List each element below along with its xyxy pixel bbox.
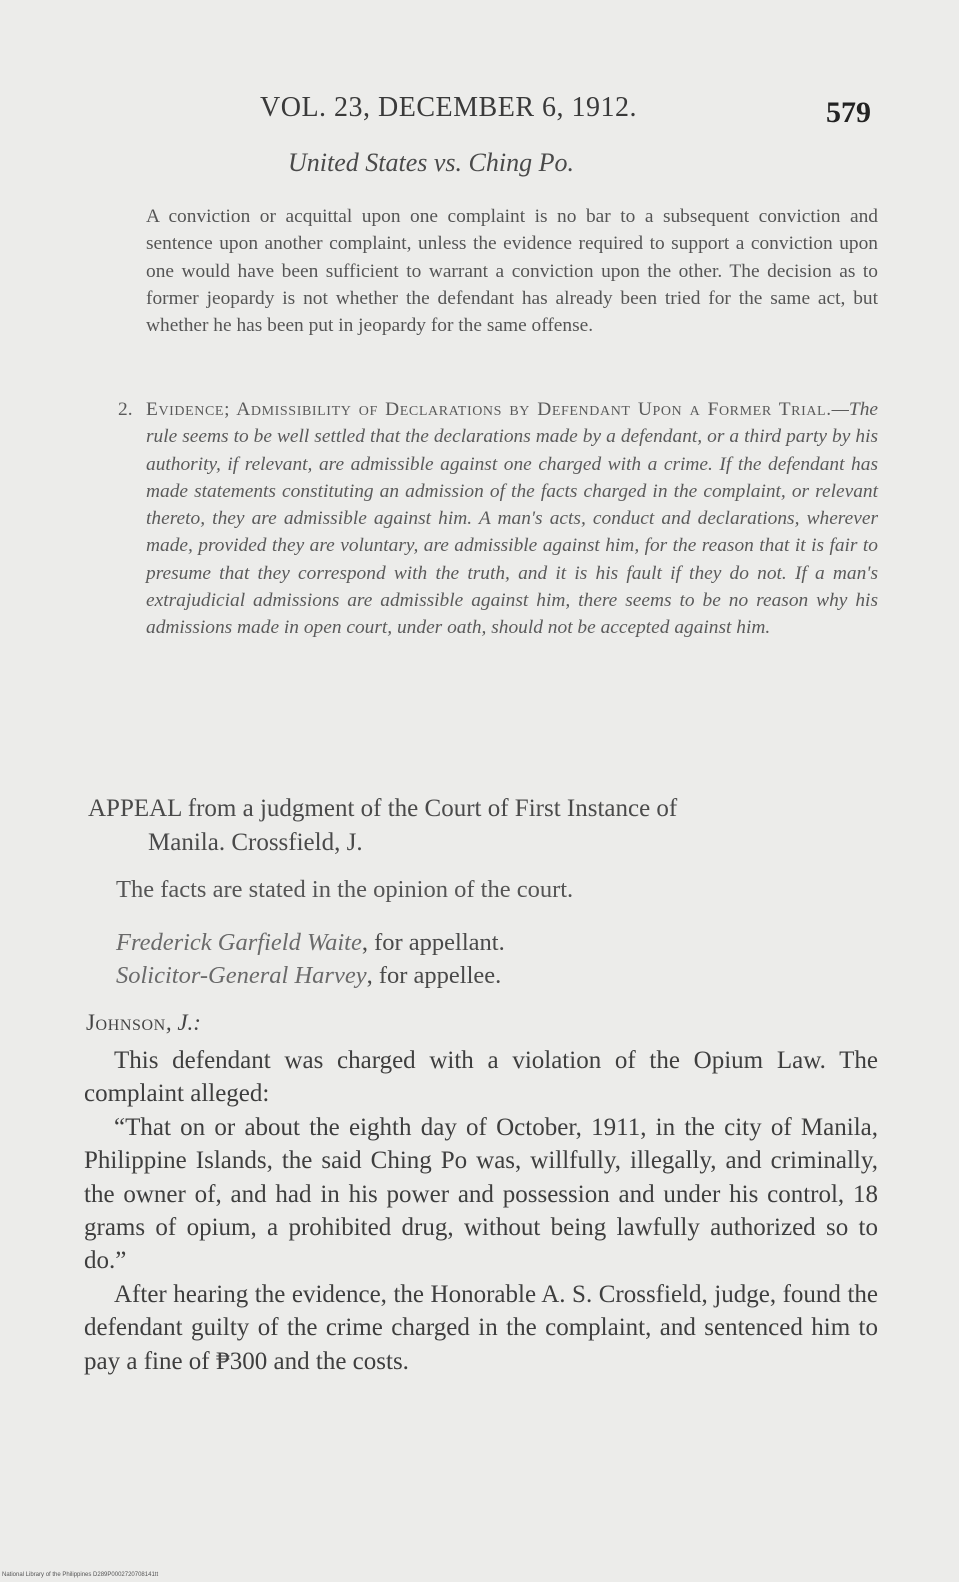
opinion-body [84, 1044, 878, 1378]
opinion-paragraph-2: “That on or about the eighth day of October, 1911, in the city of Manila, Philippine Islands, the said Ching Po was, willfully, illegally, and criminally, the owner of, and had in his power and possession and under his control, 18 grams of opium, a prohibited drug, without being lawfully authorized so to do.” [84, 1113, 878, 1275]
syllabus-heading-2: Evidence; Admissibility of Declarations by Defendant Upon a Former Trial. [146, 399, 832, 420]
syllabus-number-2: 2. [118, 399, 133, 420]
running-head: VOL. 23, DECEMBER 6, 1912. [260, 92, 637, 123]
case-title: United States vs. Ching Po. [288, 148, 574, 177]
judge-suffix: , J.: [165, 1010, 201, 1035]
opinion-paragraph-1: This defendant was charged with a violation of the Opium Law. The complaint alleged: [84, 1047, 878, 1108]
appeal-statement [88, 792, 878, 860]
syllabus-body-2 [146, 396, 878, 642]
opinion-paragraph-3: After hearing the evidence, the Honorable A. S. Crossfield, judge, found the defendant guilty of the crime charged in the complaint, and sentenced him to pay a fine of ₱300 and the costs. [84, 1280, 878, 1375]
opinion-author [86, 1010, 201, 1036]
counsel-appellant [116, 926, 876, 959]
page-number: 579 [826, 96, 871, 129]
counsel-appellee [116, 959, 876, 992]
scan-credit: National Library of the Philippines D289P0002720708141tt [2, 1572, 159, 1578]
counsel-block [116, 926, 876, 992]
syllabus-text-1: A conviction or acquittal upon one complaint is no bar to a subsequent conviction and sentence upon another complaint, unless the evidence required to support a conviction upon one would have been sufficient to warrant a conviction upon the other. The decision as to former jeopardy is not whether the defendant has already been tried for the same act, but whether he has been put in jeopardy for the same offense. [146, 206, 878, 337]
syllabus-text-2: —The rule seems to be well settled that the declarations made by a defendant, or a third party by his authority, if relevant, are admissible against one charged with a crime. If the defendant has made statements constituting an admission of the facts charged in the complaint, or relevant thereto, they are admissible against him. A man's acts, conduct and declarations, wherever made, provided they are voluntary, are admissible against him, for the reason that it is fair to presume that they correspond with the truth, and it is his fault if they do not. If a man's extrajudicial admissions are admissible against him, there seems to be no reason why his admissions made in open court, under oath, should not be accepted against him. [146, 399, 878, 639]
judge-name: Johnson [86, 1010, 166, 1035]
appellant-role: , for appellant. [361, 929, 505, 956]
appellant-counsel-name: Frederick Garfield Waite [116, 929, 362, 956]
appeal-line-2: Manila. Crossfield, J. [148, 829, 363, 856]
appellee-role: , for appellee. [366, 962, 502, 989]
appellee-counsel-name: Solicitor-General Harvey [116, 962, 367, 989]
syllabus-paragraph-2 [118, 396, 878, 642]
facts-statement: The facts are stated in the opinion of the court. [116, 876, 574, 903]
appeal-line-1: APPEAL from a judgment of the Court of First Instance of [88, 795, 678, 822]
syllabus-paragraph-1 [146, 203, 878, 339]
